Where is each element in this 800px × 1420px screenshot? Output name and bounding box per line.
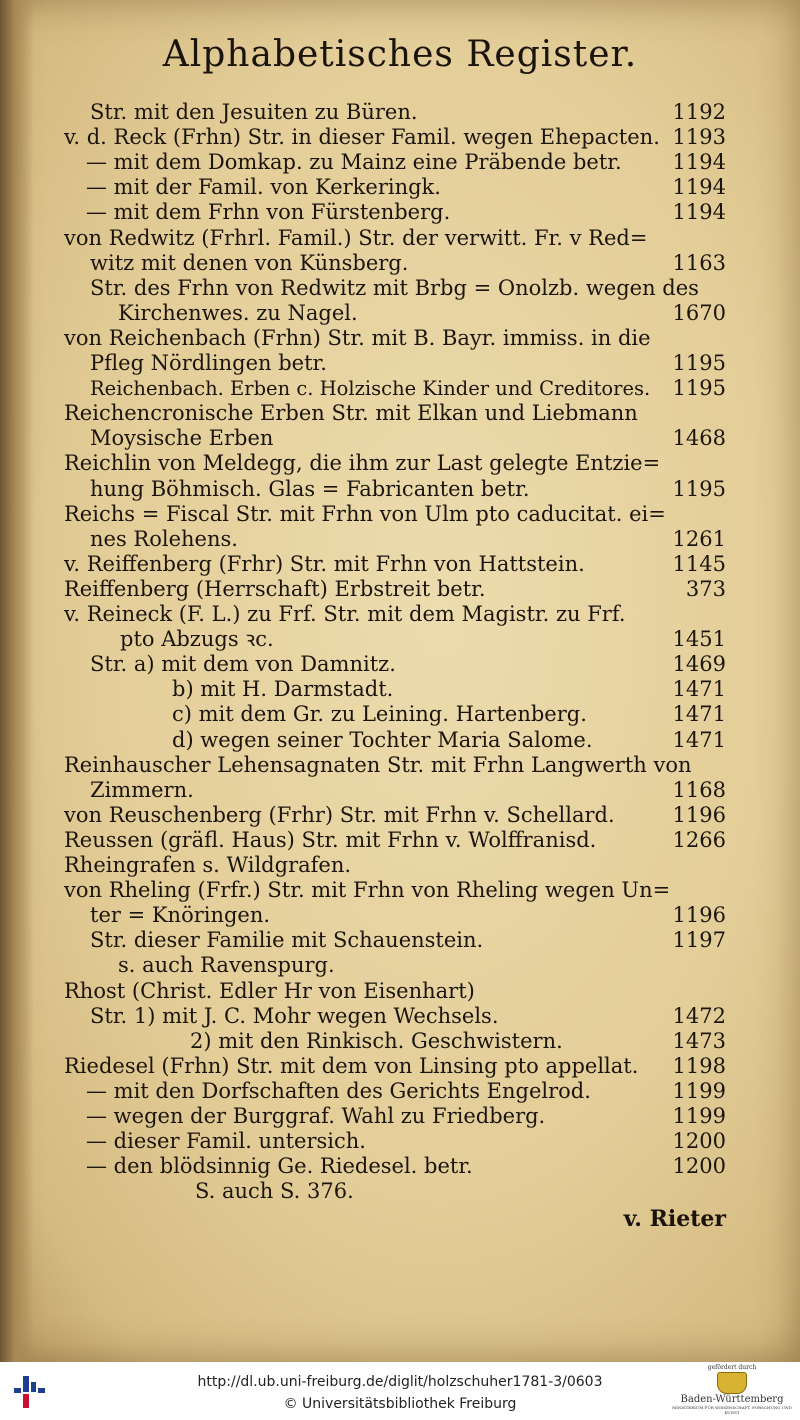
- entry-text: hung Böhmisch. Glas = Fabricanten betr.: [90, 476, 530, 501]
- entry-text: s. auch Ravenspurg.: [118, 953, 335, 978]
- register-entry: [0, 351, 800, 376]
- page-header: Alphabetisches Register.: [162, 34, 638, 75]
- register-entry: [0, 677, 800, 702]
- register-entry: [0, 652, 800, 677]
- entry-page-number: 1266: [672, 827, 726, 852]
- entry-text: Reussen (gräfl. Haus) Str. mit Frhn v. Wolffranisd.: [64, 827, 597, 852]
- register-entry: [0, 426, 800, 451]
- entry-text: ter = Knöringen.: [90, 903, 271, 928]
- entry-text: Reiffenberg (Herrschaft) Erbstreit betr.: [64, 576, 486, 601]
- entry-text: Rheingrafen s. Wildgrafen.: [64, 853, 352, 877]
- entry-page-number: 1670: [672, 300, 726, 325]
- entry-text: Str. mit den Jesuiten zu Büren.: [90, 100, 418, 124]
- register-entry: [0, 1154, 800, 1179]
- entry-text: c) mit dem Gr. zu Leining. Hartenberg.: [172, 702, 587, 727]
- entry-text: v. Reiffenberg (Frhr) Str. mit Frhn von Hattstein.: [64, 551, 585, 576]
- entry-page-number: 1472: [672, 1003, 726, 1028]
- entry-text: pto Abzugs ꝛc.: [120, 627, 274, 652]
- entry-page-number: 1471: [672, 702, 726, 727]
- entry-text: Reichenbach. Erben c. Holzische Kinder und Creditores.: [90, 377, 651, 401]
- register-entry: [0, 100, 800, 125]
- entry-text: — wegen der Burggraf. Wahl zu Friedberg.: [86, 1104, 546, 1128]
- entry-page-number: 1468: [672, 426, 726, 451]
- register-entry: [0, 401, 800, 426]
- register-entry: [0, 276, 800, 301]
- entry-page-number: 1168: [672, 777, 726, 802]
- register-entry: [0, 1054, 800, 1079]
- register-entry: [0, 953, 800, 978]
- register-entry: [0, 502, 800, 527]
- register-entry: [0, 1029, 800, 1054]
- entry-text: Reichlin von Meldegg, die ihm zur Last gelegte Entzie=: [64, 451, 661, 476]
- register-entry: [0, 150, 800, 175]
- entry-page-number: 1451: [672, 627, 726, 652]
- copyright-notice: © Universitätsbibliothek Freiburg: [283, 1396, 517, 1412]
- entry-text: d) wegen seiner Tochter Maria Salome.: [172, 727, 593, 752]
- register-entry: [0, 451, 800, 476]
- register-entry: [0, 853, 800, 878]
- entry-page-number: 1196: [672, 802, 726, 827]
- entry-text: von Reuschenberg (Frhr) Str. mit Frhn v. Schellard.: [64, 802, 615, 827]
- register-entry: [0, 979, 800, 1004]
- register-entry: [0, 175, 800, 200]
- funder-ministry: MINISTERIUM FÜR WISSENSCHAFT, FORSCHUNG UND KUNST: [672, 1405, 792, 1415]
- entry-text: Rhost (Christ. Edler Hr von Eisenhart): [64, 978, 475, 1003]
- entry-page-number: 1196: [672, 903, 726, 928]
- entry-page-number: 1193: [672, 125, 726, 150]
- entry-page-number: 1200: [672, 1154, 726, 1179]
- entry-text: Kirchenwes. zu Nagel.: [118, 300, 358, 325]
- register-entry: [0, 301, 800, 326]
- entry-text: — mit der Famil. von Kerkeringk.: [86, 175, 441, 200]
- register-entry: [0, 527, 800, 552]
- permalink-url[interactable]: http://dl.ub.uni-freiburg.de/diglit/holzschuher1781-3/0603: [197, 1374, 603, 1390]
- entry-page-number: 1200: [672, 1129, 726, 1154]
- register-entry: [0, 1129, 800, 1154]
- entry-text: 2) mit den Rinkisch. Geschwistern.: [190, 1028, 563, 1053]
- entry-text: witz mit denen von Künsberg.: [90, 250, 409, 275]
- entry-text: Str. a) mit dem von Damnitz.: [90, 652, 396, 677]
- register-entry: [0, 1179, 800, 1204]
- entry-page-number: 1194: [672, 150, 726, 175]
- entry-page-number: 1261: [672, 526, 726, 551]
- entry-page-number: 1199: [672, 1078, 726, 1103]
- entry-page-number: 1471: [672, 727, 726, 752]
- register-entry: [0, 778, 800, 803]
- entry-text: — mit dem Frhn von Fürstenberg.: [86, 200, 451, 225]
- entry-page-number: 1471: [672, 677, 726, 702]
- entry-text: Reichs = Fiscal Str. mit Frhn von Ulm pto caducitat. ei=: [64, 501, 666, 526]
- entry-text: Str. des Frhn von Redwitz mit Brbg = Onolzb. wegen des: [90, 275, 699, 300]
- entry-text: Zimmern.: [90, 777, 194, 802]
- entry-text: Str. dieser Familie mit Schauenstein.: [90, 928, 484, 953]
- entry-text: nes Rolehens.: [90, 526, 238, 551]
- register-entry: [0, 477, 800, 502]
- footer-bar: [0, 1362, 800, 1420]
- register-entry: [0, 702, 800, 727]
- entry-page-number: 1195: [672, 351, 726, 375]
- register-entry: [0, 1079, 800, 1104]
- funder-logo: [672, 1364, 792, 1415]
- catchword: v. Rieter: [623, 1206, 726, 1232]
- entry-text: v. Reineck (F. L.) zu Frf. Str. mit dem Magistr. zu Frf.: [64, 602, 626, 626]
- entry-text: Reichencronische Erben Str. mit Elkan und Liebmann: [64, 401, 638, 426]
- coat-of-arms-icon: [717, 1372, 747, 1394]
- register-entry: [0, 1004, 800, 1029]
- entry-page-number: 1192: [672, 100, 726, 124]
- register-entry: [0, 803, 800, 828]
- entry-text: von Rheling (Frfr.) Str. mit Frhn von Rheling wegen Un=: [64, 878, 671, 903]
- register-entry: [0, 828, 800, 853]
- entry-text: Riedesel (Frhn) Str. mit dem von Linsing pto appellat.: [64, 1053, 639, 1078]
- entry-page-number: 1473: [672, 1028, 726, 1053]
- entry-text: Reinhauscher Lehensagnaten Str. mit Frhn Langwerth von: [64, 752, 692, 777]
- register-entry: [0, 1104, 800, 1129]
- entry-text: — dieser Famil. untersich.: [86, 1129, 366, 1154]
- register-entry: [0, 125, 800, 150]
- entry-text: Pfleg Nördlingen betr.: [90, 351, 327, 375]
- register-entry: [0, 376, 800, 401]
- entry-page-number: 1194: [672, 200, 726, 225]
- register-entry: [0, 928, 800, 953]
- register-entry: [0, 552, 800, 577]
- entry-page-number: 1145: [672, 551, 726, 576]
- register-entry: [0, 753, 800, 778]
- register-entry: [0, 200, 800, 225]
- entry-page-number: 373: [685, 576, 726, 601]
- register-entry: [0, 226, 800, 251]
- entry-page-number: 1198: [672, 1053, 726, 1078]
- register-entry: [0, 251, 800, 276]
- entry-page-number: 1195: [672, 376, 726, 401]
- entry-text: S. auch S. 376.: [195, 1179, 354, 1204]
- entry-page-number: 1199: [672, 1104, 726, 1128]
- register-entry: [0, 627, 800, 652]
- register-entry: [0, 326, 800, 351]
- entry-text: — mit dem Domkap. zu Mainz eine Präbende betr.: [86, 150, 622, 175]
- entry-page-number: 1195: [672, 476, 726, 501]
- entry-text: — den blödsinnig Ge. Riedesel. betr.: [86, 1154, 473, 1179]
- entry-page-number: 1194: [672, 175, 726, 200]
- entry-text: von Redwitz (Frhrl. Famil.) Str. der verwitt. Fr. v Red=: [64, 225, 648, 250]
- funder-label: gefördert durch: [707, 1364, 757, 1371]
- register-entry: [0, 577, 800, 602]
- entry-text: Str. 1) mit J. C. Mohr wegen Wechsels.: [90, 1003, 499, 1028]
- entry-page-number: 1469: [672, 652, 726, 677]
- register-entry: [0, 878, 800, 903]
- entry-text: Moysische Erben: [90, 426, 274, 451]
- register-entry: [0, 903, 800, 928]
- entry-text: — mit den Dorfschaften des Gerichts Engelrod.: [86, 1078, 591, 1103]
- funder-name: Baden-Württemberg: [680, 1394, 784, 1405]
- entry-text: b) mit H. Darmstadt.: [172, 677, 394, 702]
- entry-page-number: 1197: [672, 928, 726, 953]
- entry-page-number: 1163: [672, 250, 726, 275]
- entry-text: v. d. Reck (Frhn) Str. in dieser Famil. wegen Ehepacten.: [64, 125, 660, 150]
- register-entry: [0, 602, 800, 627]
- entry-text: von Reichenbach (Frhn) Str. mit B. Bayr. immiss. in die: [64, 325, 651, 350]
- register-entry: [0, 728, 800, 753]
